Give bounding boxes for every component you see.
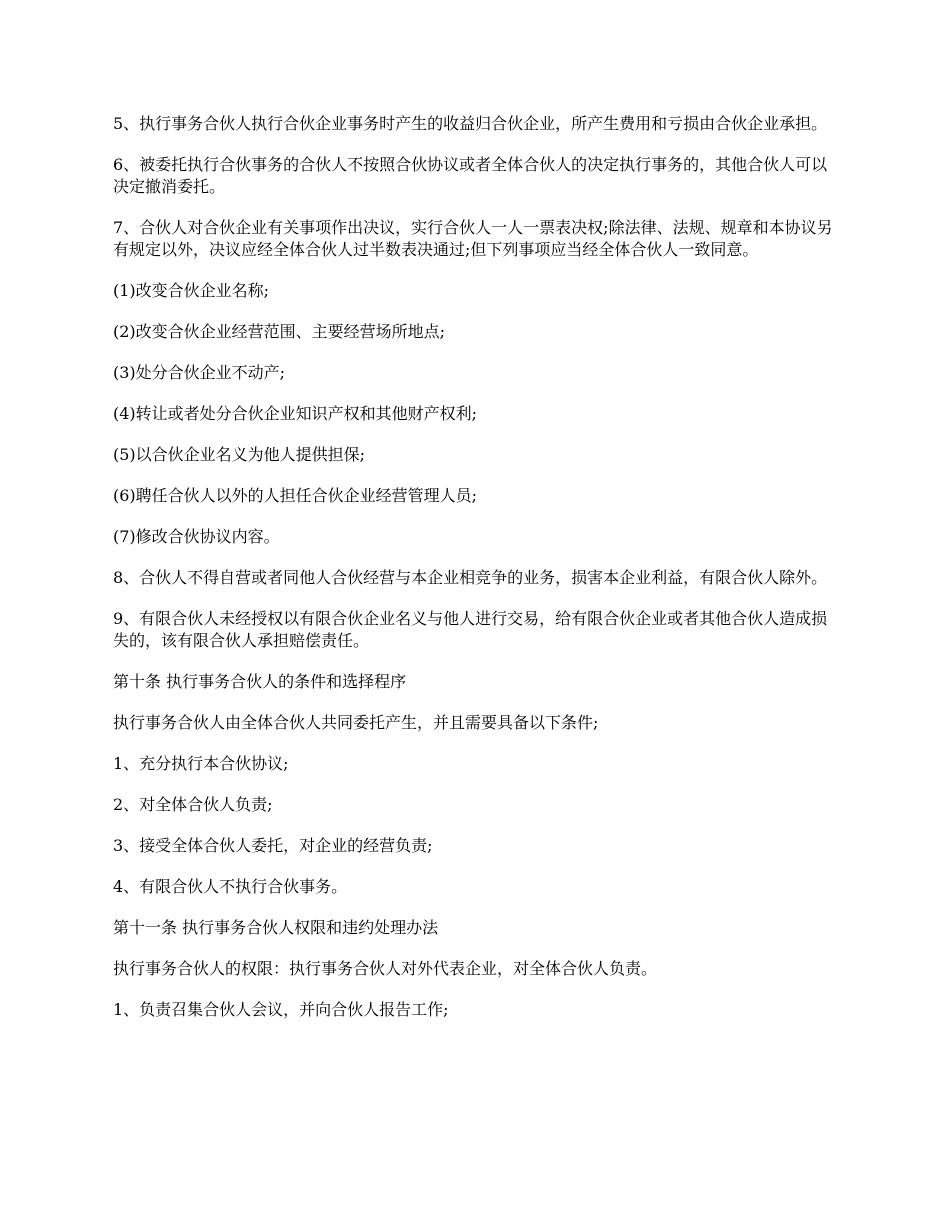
article-10-heading: 第十条 执行事务合伙人的条件和选择程序	[113, 672, 407, 691]
article-10-intro: 执行事务合伙人由全体合伙人共同委托产生，并且需要具备以下条件;	[113, 713, 599, 732]
authority-item-1: 1、负责召集合伙人会议，并向合伙人报告工作;	[113, 1000, 449, 1019]
paragraph-clause-9: 9、有限合伙人未经授权以有限合伙企业名义与他人进行交易，给有限合伙企业或者其他合伙人造成损失的，该有限合伙人承担赔偿责任。	[113, 609, 828, 650]
list-item-2: (2)改变合伙企业经营范围、主要经营场所地点;	[113, 322, 446, 341]
document-body	[113, 113, 837, 1040]
condition-item-2: 2、对全体合伙人负责;	[113, 795, 273, 814]
article-11-heading: 第十一条 执行事务合伙人权限和违约处理办法	[113, 918, 439, 937]
list-item-4: (4)转让或者处分合伙企业知识产权和其他财产权利;	[113, 404, 478, 423]
condition-item-3: 3、接受全体合伙人委托，对企业的经营负责;	[113, 836, 433, 855]
list-item-5: (5)以合伙企业名义为他人提供担保;	[113, 445, 366, 464]
condition-item-1: 1、充分执行本合伙协议;	[113, 754, 289, 773]
condition-item-4: 4、有限合伙人不执行合伙事务。	[113, 877, 348, 896]
paragraph-clause-8: 8、合伙人不得自营或者同他人合伙经营与本企业相竞争的业务，损害本企业利益，有限合伙人除外。	[113, 568, 828, 587]
list-item-3: (3)处分合伙企业不动产;	[113, 363, 286, 382]
article-11-intro: 执行事务合伙人的权限：执行事务合伙人对外代表企业，对全体合伙人负责。	[113, 959, 658, 978]
paragraph-clause-7: 7、合伙人对合伙企业有关事项作出决议，实行合伙人一人一票表决权;除法律、法规、规章和本协议另有规定以外，决议应经全体合伙人过半数表决通过;但下列事项应当经全体合伙人一致同意。	[113, 218, 833, 259]
list-item-6: (6)聘任合伙人以外的人担任合伙企业经营管理人员;	[113, 486, 478, 505]
paragraph-clause-6: 6、被委托执行合伙事务的合伙人不按照合伙协议或者全体合伙人的决定执行事务的，其他合伙人可以决定撤消委托。	[113, 155, 828, 196]
list-item-7: (7)修改合伙协议内容。	[113, 527, 280, 546]
list-item-1: (1)改变合伙企业名称;	[113, 281, 270, 300]
paragraph-clause-5: 5、执行事务合伙人执行合伙企业事务时产生的收益归合伙企业，所产生费用和亏损由合伙企业承担。	[113, 114, 828, 133]
